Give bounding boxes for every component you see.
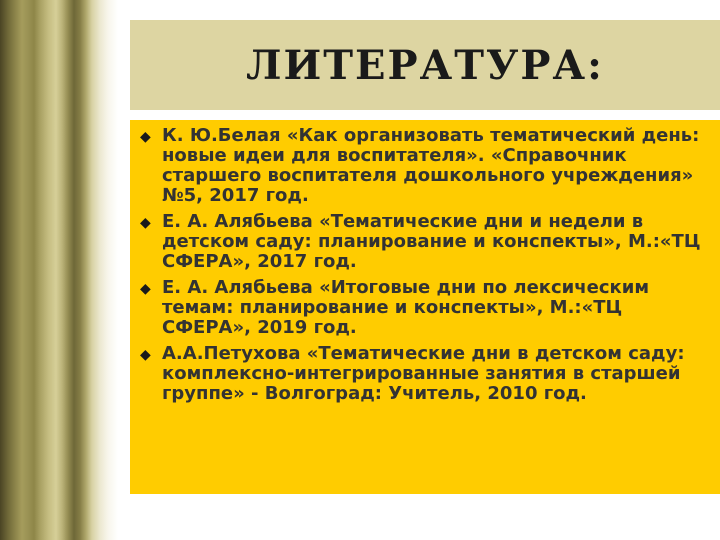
reference-item: [140, 126, 712, 206]
reference-item: [140, 344, 712, 404]
diamond-bullet-icon: ◆: [140, 129, 151, 145]
reference-item: [140, 278, 712, 338]
title-banner: [130, 20, 720, 110]
diamond-bullet-icon: ◆: [140, 215, 151, 231]
decorative-left-stripes: [0, 0, 118, 540]
reference-text: А.А.Петухова «Тематические дни в детском саду: комплексно-интегрированные занятия в старшей группе» - Волгоград: Учитель, 2010 год.: [162, 343, 685, 404]
reference-text: Е. А. Алябьева «Итоговые дни по лексическим темам: планирование и конспекты», М.:«ТЦ СФЕРА», 2019 год.: [162, 277, 650, 338]
reference-text: Е. А. Алябьева «Тематические дни и недели в детском саду: планирование и конспекты», М.:«ТЦ СФЕРА», 2017 год.: [162, 211, 701, 272]
diamond-bullet-icon: ◆: [140, 281, 151, 297]
reference-text: К. Ю.Белая «Как организовать тематический день: новые идеи для воспитателя». «Справочник старшего воспитателя дошкольного учреждения» №5, 2017 год.: [162, 125, 700, 206]
references-list: [140, 126, 712, 404]
references-panel: [130, 120, 720, 494]
reference-item: [140, 212, 712, 272]
diamond-bullet-icon: ◆: [140, 347, 151, 363]
slide-title: ЛИТЕРАТУРА:: [246, 41, 604, 89]
